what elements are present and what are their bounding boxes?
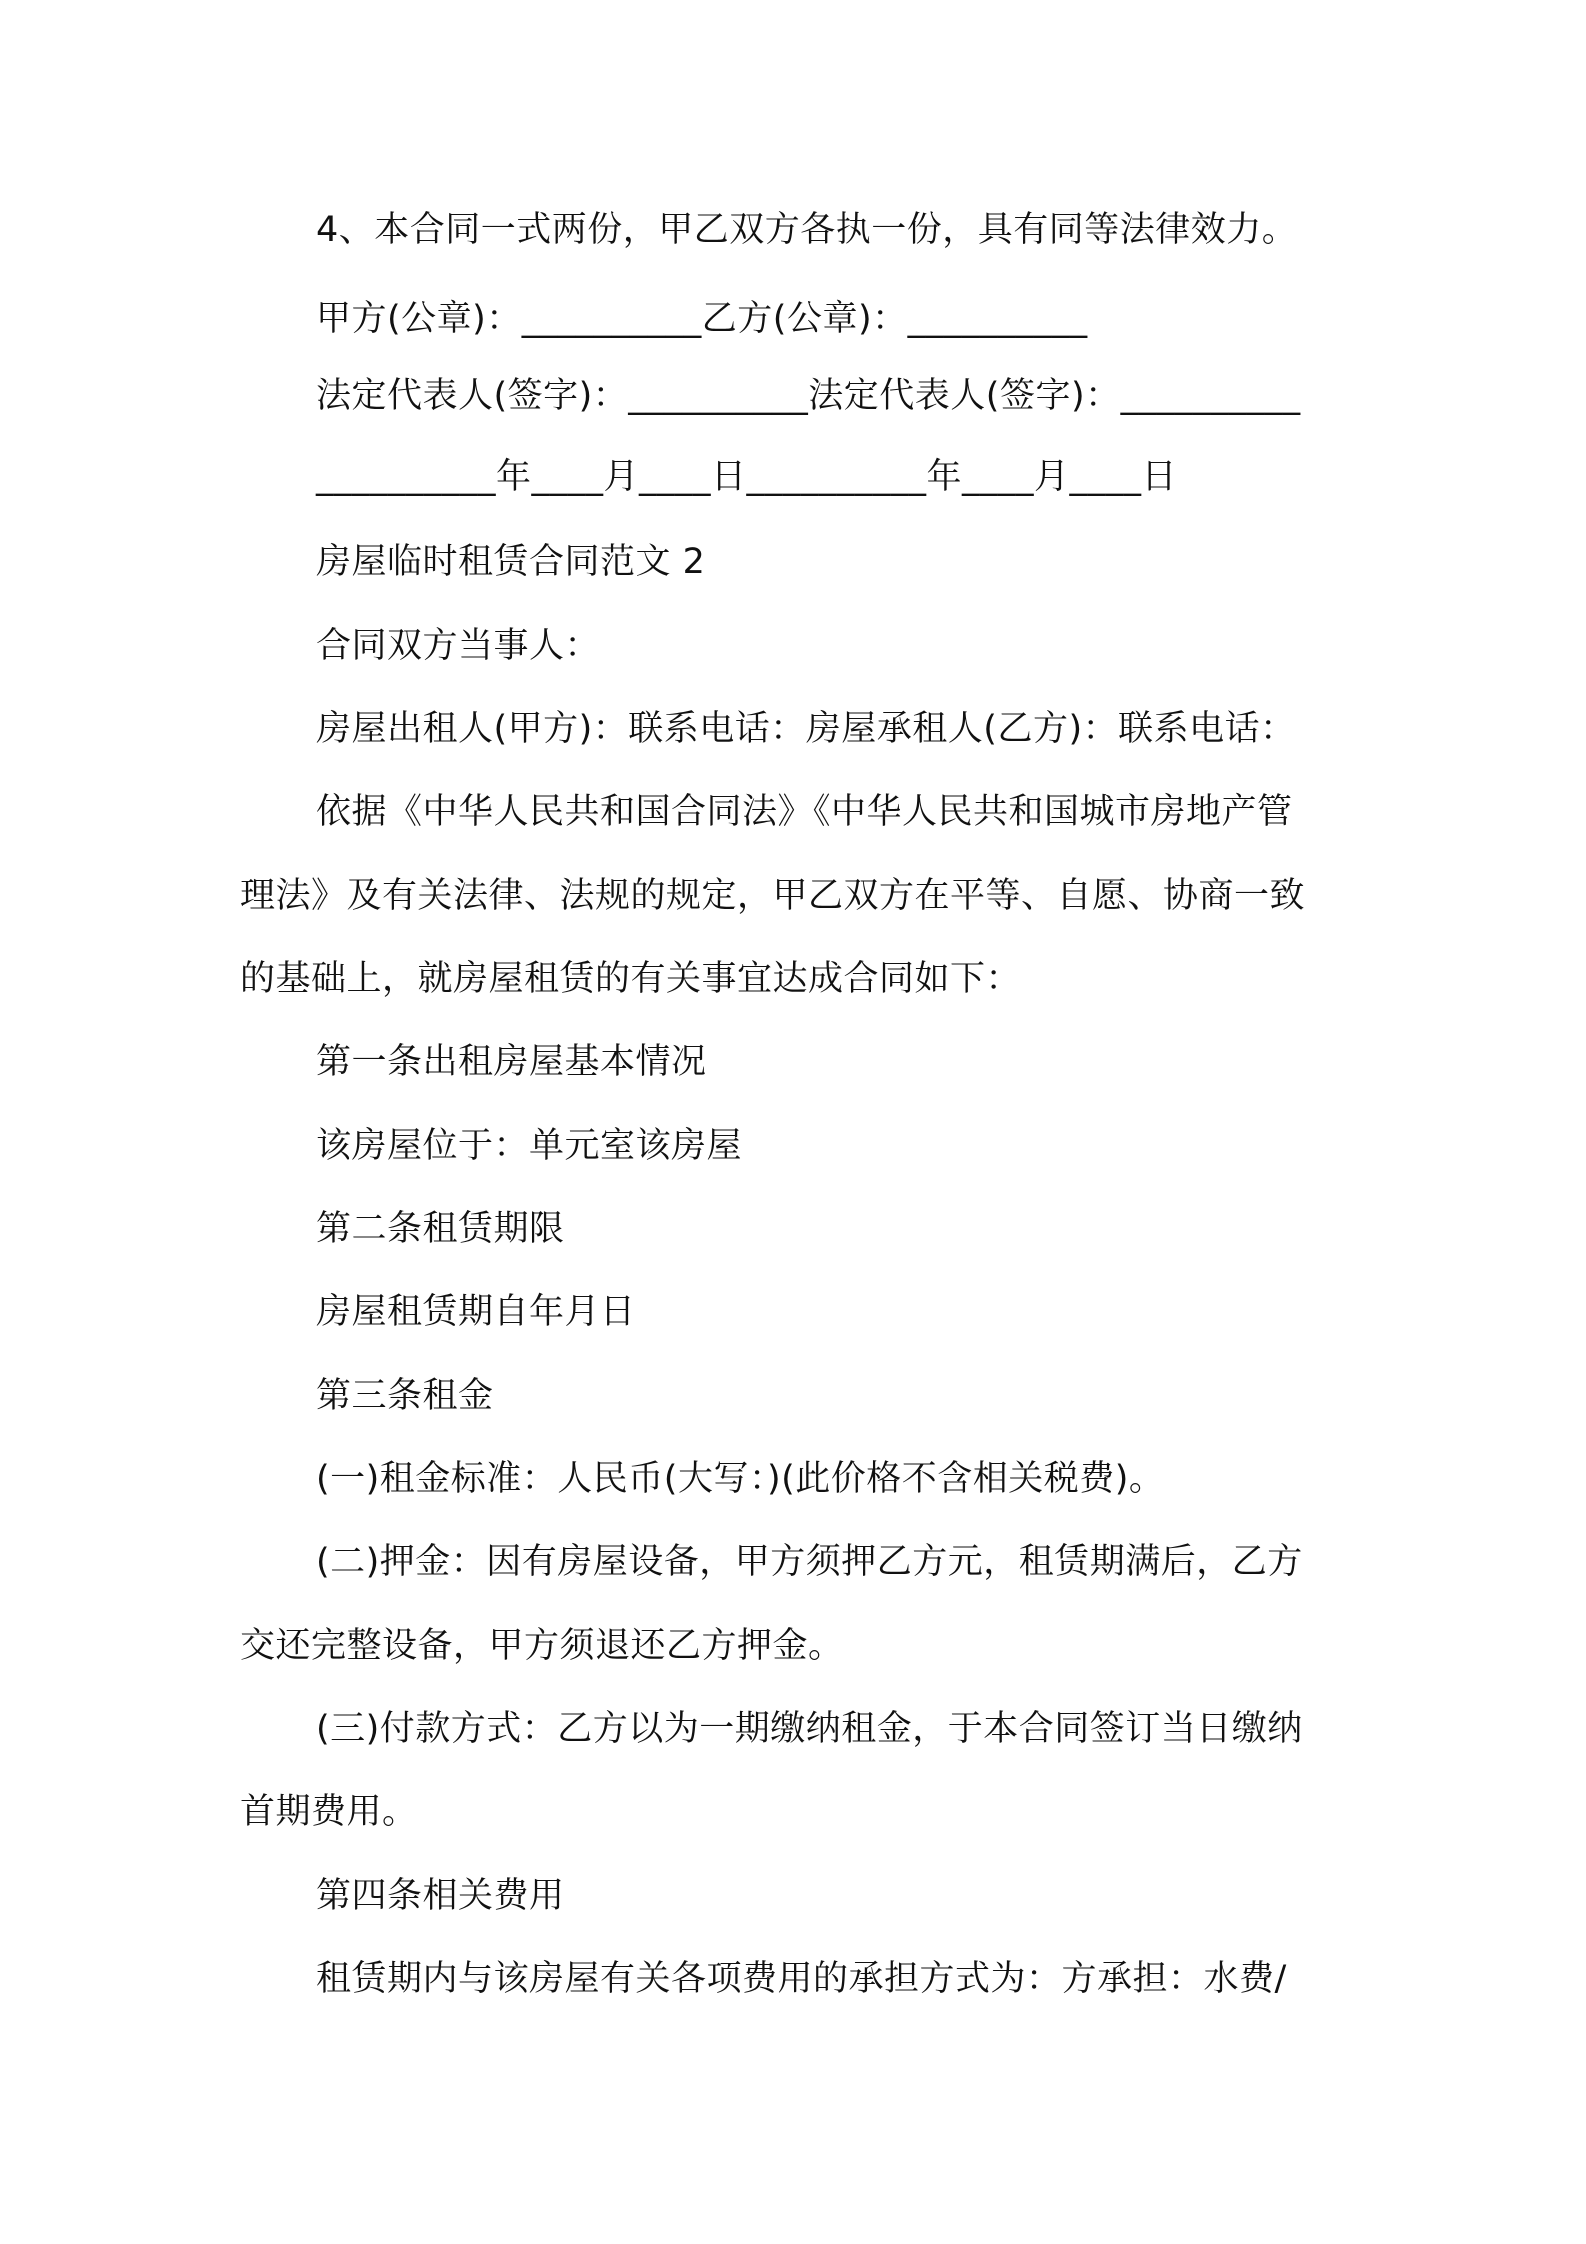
article-heading: 第二条租赁期限 [316,1209,565,1249]
article-heading: 第一条出租房屋基本情况 [316,1042,707,1082]
paragraph-line: 首期费用。 [240,1792,418,1832]
article-heading: 第三条租金 [316,1376,494,1416]
parties-contact-line: 房屋出租人(甲方)：联系电话：房屋承租人(乙方)：联系电话： [316,709,1296,749]
paragraph-line: 依据《中华人民共和国合同法》《中华人民共和国城市房地产管 [316,792,1293,832]
paragraph-line: 该房屋位于：单元室该房屋 [316,1126,743,1166]
date-line: __________年____月____日__________年____月____日 [316,457,1178,497]
paragraph-line: 房屋租赁期自年月日 [316,1292,636,1332]
paragraph-line: 的基础上，就房屋租赁的有关事宜达成合同如下： [240,959,1022,999]
article-heading: 第四条相关费用 [316,1876,565,1916]
paragraph-line: 交还完整设备，甲方须退还乙方押金。 [240,1626,844,1666]
party-seal-line: 甲方(公章)：__________乙方(公章)：__________ [316,299,1088,339]
section-title: 房屋临时租赁合同范文 2 [316,542,706,582]
representative-signature-line: 法定代表人(签字)：__________法定代表人(签字)：__________ [316,376,1301,416]
paragraph-line: 租赁期内与该房屋有关各项费用的承担方式为：方承担：水费/ [316,1959,1287,1999]
paragraph-line: (三)付款方式：乙方以为一期缴纳租金，于本合同签订当日缴纳 [316,1709,1303,1749]
clause-4-copies: 4、本合同一式两份，甲乙双方各执一份，具有同等法律效力。 [316,210,1298,250]
parties-heading: 合同双方当事人： [316,626,601,666]
paragraph-line: (二)押金：因有房屋设备，甲方须押乙方元，租赁期满后，乙方 [316,1542,1303,1582]
paragraph-line: 理法》及有关法律、法规的规定，甲乙双方在平等、自愿、协商一致 [240,876,1306,916]
paragraph-line: (一)租金标准：人民币(大写：)(此价格不含相关税费)。 [316,1459,1165,1499]
